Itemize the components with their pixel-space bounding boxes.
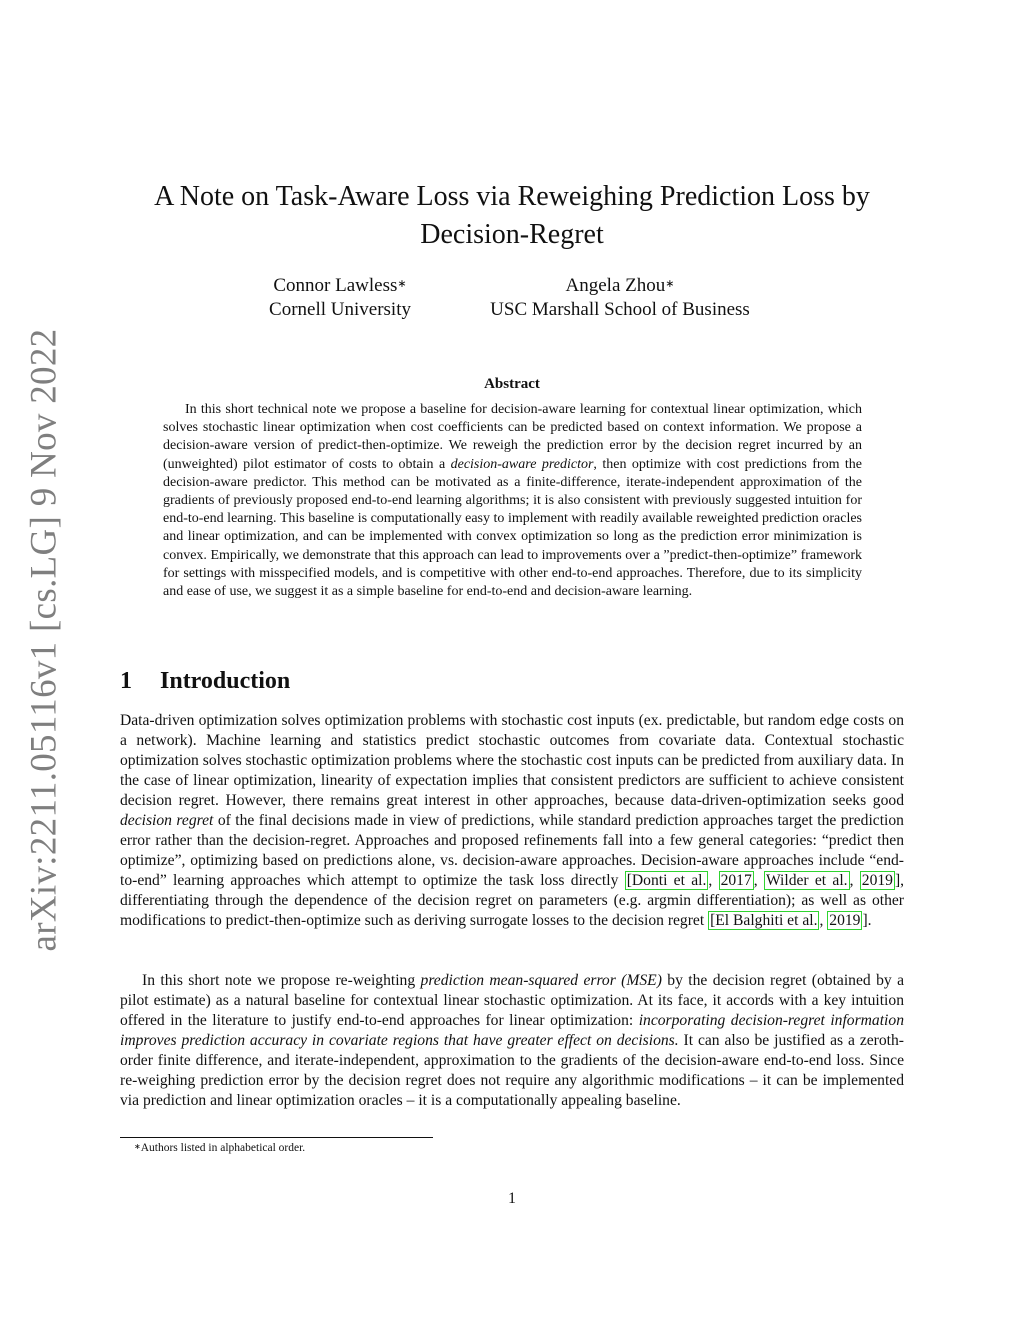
author-footnote-mark[interactable]: ∗ bbox=[665, 278, 675, 290]
footnote-divider bbox=[120, 1137, 433, 1138]
abstract-segment: In this short technical note we propose a baseline for decision-aware learning for contextual linear optimization, which solves stochastic linear optimization when cost coefficients can be predicted based on context information. We propose a decision-aware version of predict-then-optimize. We reweigh the prediction error by the decision regret incurred by an (unweighted) pilot estimator of costs to obtain a bbox=[163, 402, 862, 472]
footnote-mark: ∗ bbox=[134, 1142, 141, 1151]
abstract-segment: , then optimize with cost predictions from the decision-aware predictor. This method can be motivated as a finite-difference, iterate-independent approximation of the gradients of previously proposed end-to-end learning algorithms; it is also consistent with previously suggested intuition for end-to-end learning. This baseline is computationally easy to implement with readily available reweighted prediction oracles and linear optimization, and can be implemented with convex optimization so long as the prediction error minimization is convex. Empirically, we demonstrate that this approach can lead to improvements over a ”predict-then-optimize” framework for settings with misspecified models, and is competitive with other end-to-end approaches. Therefore, due to its simplicity and ease of use, we suggest it as a simple baseline for end-to-end and decision-aware learning. bbox=[163, 456, 862, 600]
citation-link[interactable]: 2017 bbox=[720, 872, 752, 889]
citation-link[interactable]: Wilder et al. bbox=[765, 872, 848, 889]
paragraph-text: In this short note we propose re-weighting bbox=[142, 972, 421, 989]
intro-paragraph-2 bbox=[120, 971, 904, 1111]
author-name: Connor Lawless bbox=[273, 275, 398, 296]
paragraph-emphasis: incorporating decision-regret information improves prediction accuracy in covariate regions that have greater effect on decisions. bbox=[120, 1012, 904, 1049]
paragraph-text: Data-driven optimization solves optimization problems with stochastic cost inputs (ex. predictable, but random edge costs on a network). Machine learning and statistics predict stochastic outcomes from covariate data. Contextual stochastic optimization solves stochastic optimization problems where the stochastic cost inputs can be predicted from auxiliary data. In the case of linear optimization, linearity of expectation implies that consistent predictors are sufficient to achieve consistent decision regret. However, there remains great interest in other approaches, because data-driven-optimization seeks good bbox=[120, 712, 904, 809]
author-1 bbox=[240, 274, 440, 322]
paragraph-text: ]. bbox=[862, 912, 872, 929]
author-name: Angela Zhou bbox=[565, 275, 666, 296]
intro-paragraph-1 bbox=[120, 711, 904, 931]
author-affiliation: Cornell University bbox=[269, 299, 411, 320]
citation-link[interactable]: [Donti et al. bbox=[626, 872, 707, 889]
citation-separator: , bbox=[753, 872, 764, 889]
section-title: Introduction bbox=[160, 668, 291, 694]
abstract-heading: Abstract bbox=[484, 376, 540, 392]
paragraph-text: by the decision regret (obtained by a pilot estimate) as a natural baseline for contextual linear stochastic optimization. At its face, it accords with a key intuition offered in the literature to justify end-to-end approaches for linear optimization: bbox=[120, 972, 904, 1029]
arxiv-identifier-stamp[interactable]: arXiv:2211.05116v1 [cs.LG] 9 Nov 2022 bbox=[23, 328, 65, 952]
section-number: 1 bbox=[120, 668, 132, 694]
abstract-emphasis: decision-aware predictor bbox=[450, 456, 594, 472]
citation-link[interactable]: [El Balghiti et al. bbox=[710, 912, 818, 929]
paragraph-emphasis: decision regret bbox=[120, 812, 214, 829]
abstract-text bbox=[163, 401, 862, 601]
author-2 bbox=[470, 274, 770, 322]
citation-separator: , bbox=[819, 912, 828, 929]
footnote bbox=[134, 1142, 305, 1154]
footnote-text: Authors listed in alphabetical order. bbox=[140, 1142, 306, 1154]
citation-link[interactable]: 2019 bbox=[829, 912, 861, 929]
paragraph-emphasis: prediction mean-squared error (MSE) bbox=[420, 972, 662, 989]
citation-link[interactable]: 2019 bbox=[861, 872, 893, 889]
author-affiliation: USC Marshall School of Business bbox=[490, 299, 750, 320]
page-number: 1 bbox=[508, 1190, 516, 1207]
section-heading bbox=[120, 668, 290, 695]
citation-separator: , bbox=[849, 872, 860, 889]
paragraph-text: of the final decisions made in view of predictions, while standard prediction approaches target the prediction error rather than the decision-regret. Approaches and proposed refinements fall into a few general categories: “predict then optimize”, optimizing based on predictions alone, vs. decision-aware approaches. Decision-aware approaches include “end-to-end” learning approaches which attempt to optimize the task loss directly bbox=[120, 812, 904, 889]
author-footnote-mark[interactable]: ∗ bbox=[397, 278, 407, 290]
paper-title: A Note on Task-Aware Loss via Reweighing Prediction Loss by Decision-Regret bbox=[154, 181, 870, 250]
paragraph-text: It can also be justified as a zeroth-order finite difference, and iterate-independent, approximation to the gradients of the decision-aware end-to-end loss. Since re-weighing prediction error by the decision regret does not require any algorithmic modifications – it can be implemented via prediction and linear optimization oracles – it is a computationally appealing baseline. bbox=[120, 1032, 904, 1109]
citation-separator: , bbox=[708, 872, 719, 889]
paragraph-text: ], differentiating through the dependence of the decision regret on parameters (e.g. argmin differentiation); as well as other modifications to predict-then-optimize such as deriving surrogate losses to the decision regret bbox=[120, 872, 905, 929]
